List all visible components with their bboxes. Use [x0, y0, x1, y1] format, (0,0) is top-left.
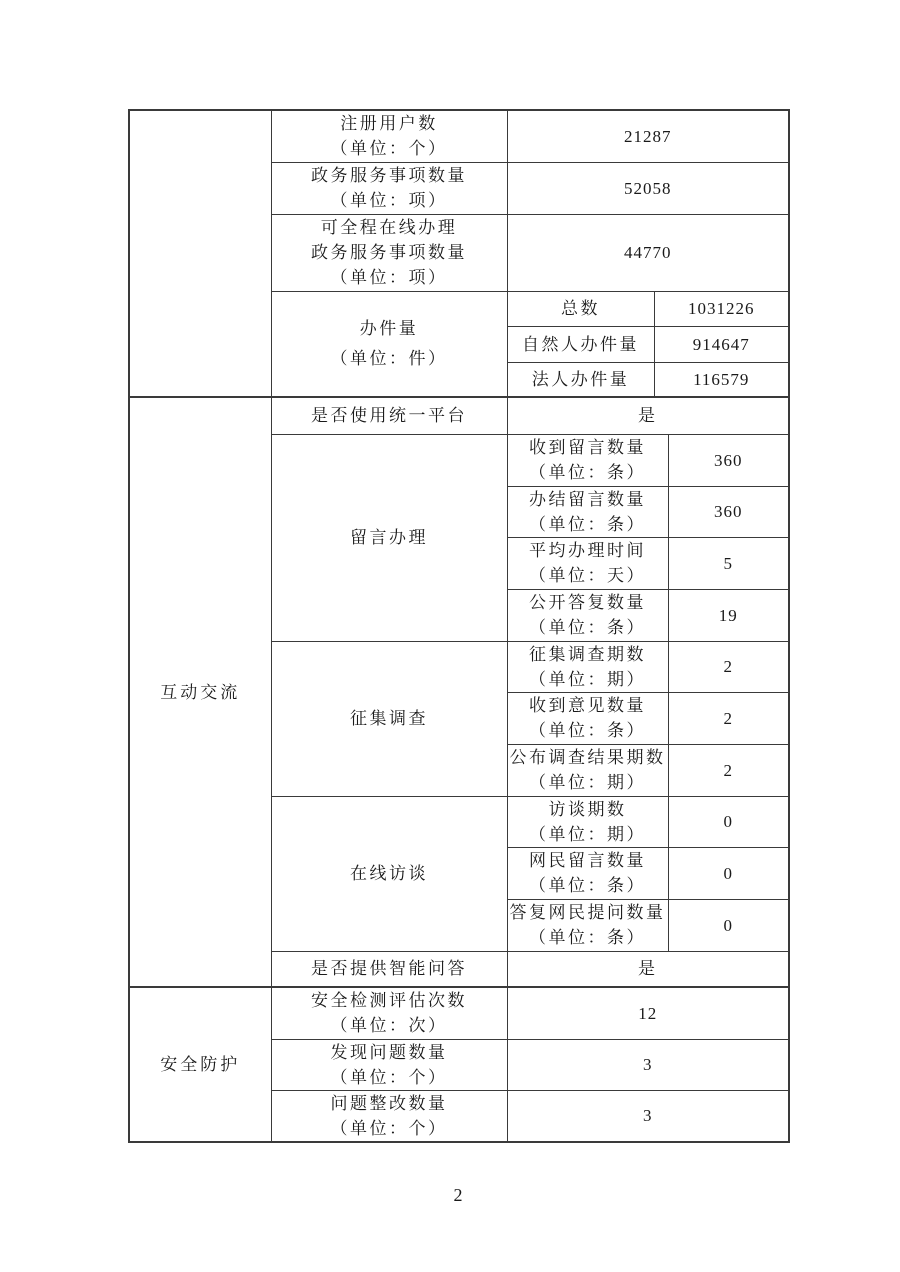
submetric-label-line: 公布调查结果期数: [509, 748, 666, 767]
metric-unit-line: （单位：个）: [330, 139, 448, 159]
metric-value: 52058: [507, 162, 789, 214]
submetric-unit-line: （单位：期）: [529, 669, 646, 689]
submetric-label: [507, 847, 668, 899]
submetric-value: 0: [668, 899, 789, 951]
category-cell-hudongjiaoliu: 互动交流: [129, 397, 271, 987]
metric-label-line: 政务服务事项数量: [311, 166, 467, 185]
submetric-unit-line: （单位：条）: [529, 618, 646, 637]
submetric-value: 2: [668, 641, 789, 692]
submetric-value: 2: [668, 692, 789, 744]
table-row: [129, 397, 789, 434]
metric-label: [271, 162, 507, 214]
submetric-label: [507, 486, 668, 537]
submetric-unit-line: （单位：条）: [529, 514, 646, 534]
metric-value: 44770: [507, 214, 789, 291]
submetric-label: 法人办件量: [507, 362, 654, 397]
group-label-zhengjidiaocha: 征集调查: [271, 641, 507, 796]
metric-label: [271, 1039, 507, 1090]
metric-label-line: 问题整改数量: [330, 1093, 448, 1113]
submetric-unit-line: （单位：条）: [529, 876, 646, 895]
group-label-line: 办件量: [359, 318, 419, 338]
metric-value: 3: [507, 1090, 789, 1142]
group-unit-line: （单位：件）: [330, 348, 448, 368]
metric-label-line: 政务服务事项数量: [311, 243, 467, 262]
metric-value: 12: [507, 987, 789, 1039]
metric-label-line: 注册用户数: [340, 114, 438, 134]
submetric-label: [507, 641, 668, 692]
submetric-label: 自然人办件量: [507, 326, 654, 362]
submetric-value: 0: [668, 796, 789, 847]
metric-value: 3: [507, 1039, 789, 1090]
metric-value: 是: [507, 951, 789, 987]
submetric-unit-line: （单位：期）: [529, 773, 646, 792]
group-label-banjianliang: [271, 291, 507, 397]
submetric-label-line: 收到留言数量: [529, 438, 646, 457]
metric-unit-line: （单位：项）: [330, 191, 448, 210]
submetric-label-line: 办结留言数量: [529, 489, 646, 509]
submetric-label: [507, 899, 668, 951]
category-cell-anquanfanghu: 安全防护: [129, 987, 271, 1142]
submetric-label-line: 答复网民提问数量: [509, 903, 666, 922]
submetric-unit-line: （单位：期）: [529, 824, 646, 844]
metric-value: 21287: [507, 110, 789, 162]
metric-label: [271, 987, 507, 1039]
submetric-unit-line: （单位：条）: [529, 721, 646, 740]
submetric-label: [507, 744, 668, 796]
metric-label: [271, 110, 507, 162]
metric-label-line: 安全检测评估次数: [311, 991, 467, 1011]
submetric-label-line: 公开答复数量: [529, 593, 646, 612]
report-table: [128, 109, 790, 1143]
table-row: [129, 987, 789, 1039]
metric-value: 是: [507, 397, 789, 434]
submetric-label-line: 访谈期数: [548, 799, 627, 819]
metric-unit-line: （单位：个）: [330, 1118, 448, 1138]
submetric-label: [507, 692, 668, 744]
submetric-unit-line: （单位：条）: [529, 928, 646, 947]
metric-label: [271, 1090, 507, 1142]
metric-label-line: 可全程在线办理: [320, 218, 458, 237]
metric-label: [271, 214, 507, 291]
group-label-zaixianfangtan: 在线访谈: [271, 796, 507, 951]
metric-unit-line: （单位：项）: [330, 268, 448, 287]
submetric-value: 0: [668, 847, 789, 899]
submetric-value: 2: [668, 744, 789, 796]
submetric-label: [507, 434, 668, 486]
submetric-unit-line: （单位：条）: [529, 463, 646, 482]
submetric-value: 5: [668, 537, 789, 589]
submetric-value: 19: [668, 589, 789, 641]
category-cell-blank: [129, 110, 271, 397]
submetric-value: 360: [668, 434, 789, 486]
submetric-unit-line: （单位：天）: [529, 566, 646, 585]
page-number: 2: [453, 1185, 463, 1205]
submetric-label: 总数: [507, 291, 654, 326]
submetric-label-line: 征集调查期数: [529, 644, 646, 664]
metric-label: 是否使用统一平台: [271, 397, 507, 434]
submetric-value: 360: [668, 486, 789, 537]
group-label-liuyanbanli: 留言办理: [271, 434, 507, 641]
table-row: [129, 110, 789, 162]
metric-label: 是否提供智能问答: [271, 951, 507, 987]
submetric-value: 914647: [654, 326, 789, 362]
metric-unit-line: （单位：个）: [330, 1067, 448, 1087]
metric-label-line: 发现问题数量: [330, 1042, 448, 1062]
submetric-label: [507, 589, 668, 641]
submetric-label-line: 平均办理时间: [529, 541, 646, 560]
submetric-label: [507, 796, 668, 847]
submetric-value: 1031226: [654, 291, 789, 326]
submetric-label-line: 收到意见数量: [529, 696, 646, 715]
submetric-label-line: 网民留言数量: [529, 851, 646, 870]
metric-unit-line: （单位：次）: [330, 1016, 448, 1036]
submetric-value: 116579: [654, 362, 789, 397]
submetric-label: [507, 537, 668, 589]
